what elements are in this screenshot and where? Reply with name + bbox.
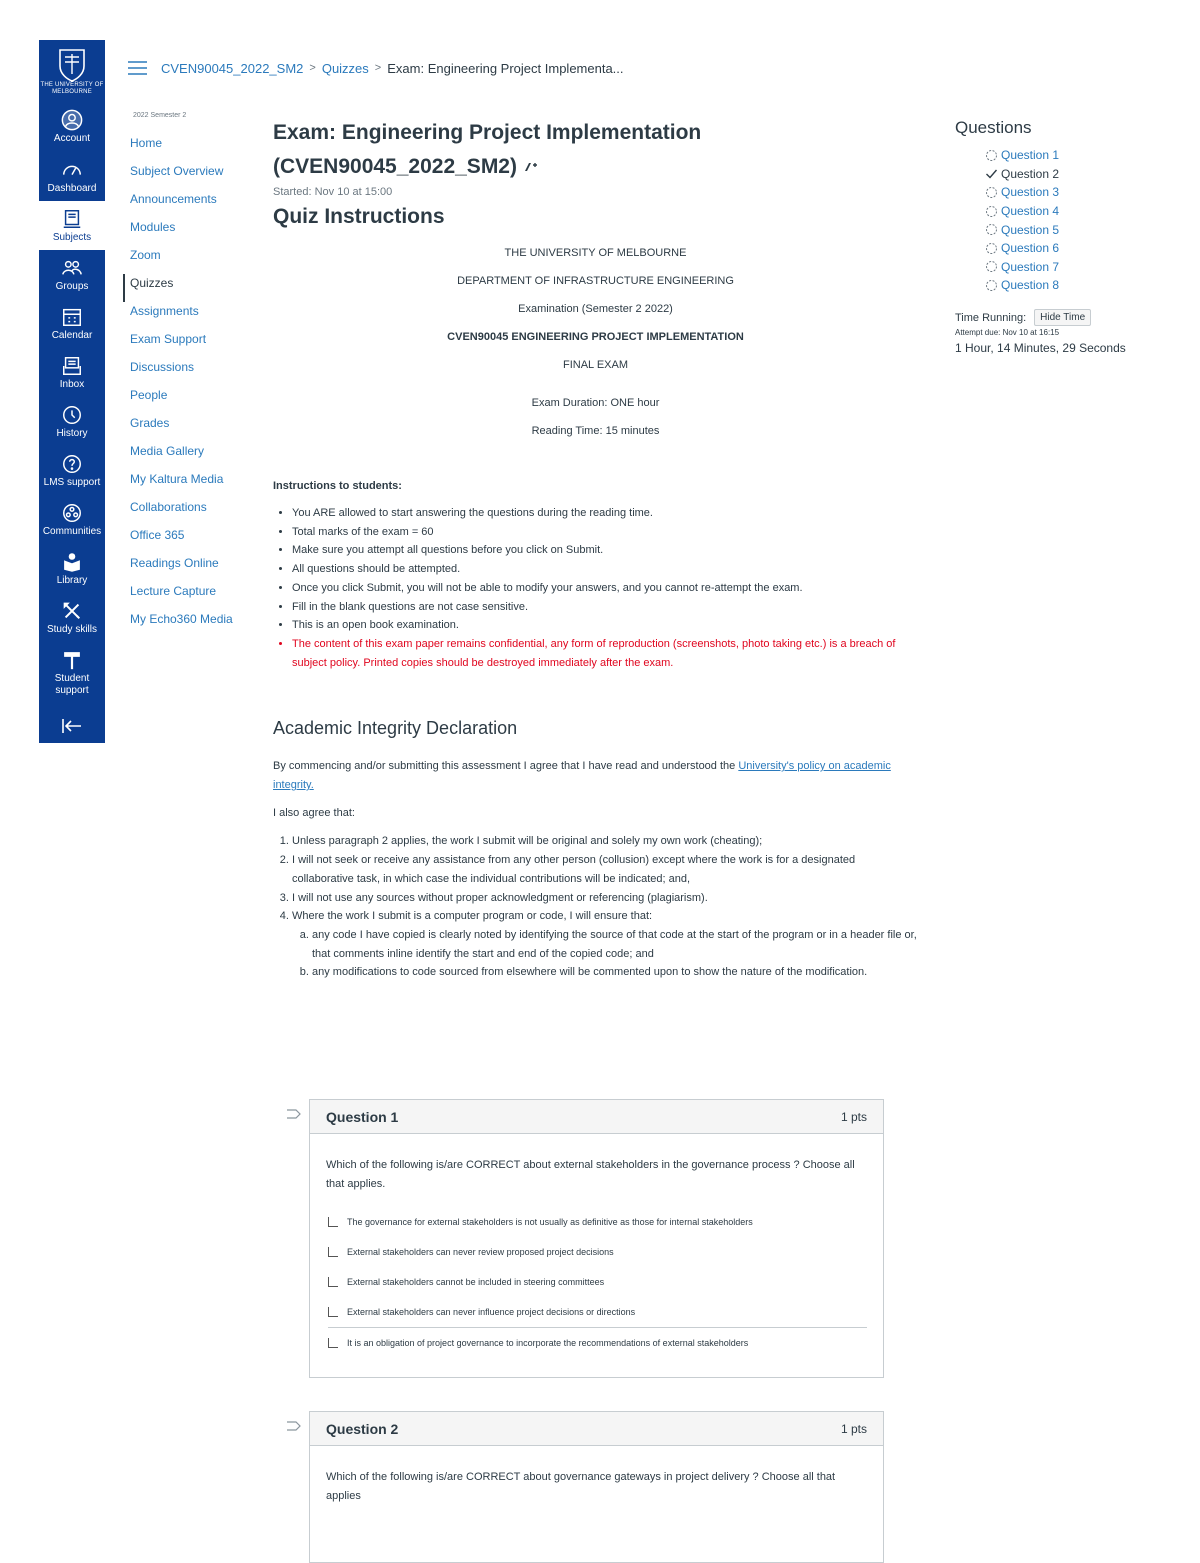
declaration-text: I will not seek or receive any assistance from any other person (collusion) except where the work is for a designated collaborative task, in which case the individual contributions will be indicated; and, bbox=[292, 854, 856, 885]
crest-icon bbox=[57, 48, 87, 82]
checkbox[interactable] bbox=[328, 1247, 338, 1257]
quiz-instructions-heading: Quiz Instructions bbox=[273, 205, 445, 228]
answer-option-label: It is an obligation of project governance to incorporate the recommendations of external stakeholders bbox=[347, 1338, 749, 1349]
subnav-item-announcements[interactable]: Announcements bbox=[130, 192, 217, 206]
inbox-icon bbox=[61, 355, 83, 377]
unanswered-icon bbox=[985, 149, 998, 162]
exam-header-line: Exam Duration: ONE hour bbox=[531, 397, 660, 409]
student-support-icon bbox=[61, 649, 83, 671]
questions-panel-title: Questions bbox=[955, 118, 1032, 137]
instructions-label: Instructions to students: bbox=[273, 480, 402, 492]
answer-option[interactable] bbox=[328, 1267, 867, 1297]
question-link[interactable] bbox=[985, 146, 1175, 165]
sub-declarations bbox=[292, 926, 918, 982]
checkbox[interactable] bbox=[328, 1307, 338, 1317]
unanswered-icon bbox=[985, 223, 998, 236]
question-link-label: Question 1 bbox=[1001, 148, 1060, 163]
question-link-label: Question 2 bbox=[1001, 166, 1060, 181]
subnav-item-assignments[interactable]: Assignments bbox=[130, 304, 199, 318]
unanswered-icon bbox=[985, 260, 998, 273]
answer-option-label: External stakeholders can never influence project decisions or directions bbox=[347, 1307, 636, 1318]
checkbox[interactable] bbox=[328, 1277, 338, 1287]
logo-text: THE UNIVERSITY OF MELBOURNE bbox=[40, 82, 104, 95]
question-header bbox=[310, 1412, 883, 1446]
declarations-list bbox=[273, 832, 918, 982]
exam-header-line: DEPARTMENT OF INFRASTRUCTURE ENGINEERING bbox=[457, 275, 734, 287]
library-icon bbox=[61, 551, 83, 573]
subnav-item-people[interactable]: People bbox=[130, 388, 168, 402]
subnav-item-modules[interactable]: Modules bbox=[130, 220, 176, 234]
timer bbox=[955, 309, 1126, 355]
term-label: 2022 Semester 2 bbox=[133, 112, 187, 119]
sub-declaration-item: a. any code I have copied is clearly noted by identifying the source of that code at the start of the program or in a header file or, that comments inline identify the start and end of the copied code; and bbox=[312, 926, 918, 963]
agree-also: I also agree that: bbox=[273, 806, 355, 819]
answer-option[interactable] bbox=[328, 1207, 867, 1237]
subnav-item-my-kaltura-media[interactable]: My Kaltura Media bbox=[130, 472, 224, 486]
flag-question-icon[interactable] bbox=[286, 1420, 302, 1432]
question-link[interactable] bbox=[985, 276, 1175, 295]
question-link[interactable] bbox=[985, 202, 1175, 221]
breadcrumb-quizzes[interactable]: Quizzes bbox=[321, 60, 369, 76]
account-icon bbox=[61, 109, 83, 131]
question-text: Which of the following is/are CORRECT about external stakeholders in the governance process ? Choose all that applies. bbox=[326, 1159, 855, 1190]
answer-option[interactable] bbox=[328, 1237, 867, 1267]
integrity-policy-link[interactable]: University's policy on academic integrity. bbox=[273, 760, 891, 792]
question-link[interactable] bbox=[985, 239, 1175, 258]
subnav-item-quizzes[interactable]: Quizzes bbox=[123, 274, 243, 302]
exam-header-line: Reading Time: 15 minutes bbox=[531, 425, 660, 437]
nav-account[interactable]: Account bbox=[39, 102, 105, 152]
subnav-item-readings-online[interactable]: Readings Online bbox=[130, 556, 219, 570]
question-link-label: Question 4 bbox=[1001, 204, 1060, 219]
declaration-item bbox=[292, 851, 918, 888]
nav-dashboard[interactable]: Dashboard bbox=[39, 152, 105, 201]
question-points: 1 pts bbox=[840, 1109, 867, 1124]
history-icon bbox=[61, 404, 83, 426]
collapse-nav-button[interactable] bbox=[39, 704, 105, 748]
nav-subjects[interactable]: Subjects bbox=[39, 201, 105, 250]
question-card bbox=[309, 1099, 884, 1378]
nav-student-support[interactable]: Student support bbox=[39, 642, 105, 704]
instruction-item: • Total marks of the exam = 60 bbox=[292, 523, 918, 542]
collapse-icon bbox=[61, 718, 83, 734]
exam-header-line: THE UNIVERSITY OF MELBOURNE bbox=[504, 247, 687, 259]
checkbox[interactable] bbox=[328, 1217, 338, 1227]
subnav-item-lecture-capture[interactable]: Lecture Capture bbox=[130, 584, 217, 598]
answer-option-label: External stakeholders can never review proposed project decisions bbox=[347, 1247, 614, 1258]
question-link-label: Question 7 bbox=[1001, 259, 1060, 274]
breadcrumb-subject[interactable]: CVEN90045_2022_SM2 bbox=[161, 60, 304, 76]
global-nav bbox=[39, 40, 105, 743]
declaration-item bbox=[292, 889, 918, 908]
integrity-intro: By commencing and/or submitting this assessment I agree that I have read and understood the University's policy on academic integrity. bbox=[273, 760, 891, 792]
exam-header-line: CVEN90045 ENGINEERING PROJECT IMPLEMENTATION bbox=[447, 331, 744, 343]
quiz-content bbox=[273, 116, 918, 982]
nav-lms-support[interactable]: LMS support bbox=[39, 446, 105, 495]
time-running-label: Time Running: bbox=[955, 311, 1027, 324]
instruction-item: • This is an open book examination. bbox=[292, 616, 918, 635]
subject-nav bbox=[123, 112, 243, 638]
exam-header bbox=[273, 246, 918, 458]
communities-icon bbox=[61, 502, 83, 524]
question-link[interactable] bbox=[985, 165, 1175, 184]
instruction-item: • All questions should be attempted. bbox=[292, 560, 918, 579]
groups-icon bbox=[61, 257, 83, 279]
nav-groups[interactable]: Groups bbox=[39, 250, 105, 299]
nav-library[interactable]: Library bbox=[39, 544, 105, 593]
answer-option-label: External stakeholders cannot be included in steering committees bbox=[347, 1277, 605, 1288]
nav-calendar[interactable]: Calendar bbox=[39, 299, 105, 348]
question-text: Which of the following is/are CORRECT about governance gateways in project delivery ? Choose all that applies bbox=[326, 1471, 836, 1502]
checkmark-icon bbox=[985, 167, 998, 180]
question-points: 1 pts bbox=[840, 1421, 867, 1436]
subjects-icon bbox=[61, 208, 83, 230]
nav-history[interactable]: History bbox=[39, 397, 105, 446]
subnav-item-grades[interactable]: Grades bbox=[130, 416, 170, 430]
calendar-icon bbox=[61, 306, 83, 328]
nav-study-skills[interactable]: Study skills bbox=[39, 593, 105, 642]
breadcrumb-current: Exam: Engineering Project Implementa... bbox=[387, 60, 624, 76]
nav-communities[interactable]: Communities bbox=[39, 495, 105, 544]
subnav-item-office-365[interactable]: Office 365 bbox=[130, 528, 185, 542]
integrity-heading: Academic Integrity Declaration bbox=[273, 718, 518, 739]
subnav-item-discussions[interactable]: Discussions bbox=[130, 360, 195, 374]
question-title: Question 2 bbox=[326, 1420, 399, 1437]
started-time: Started: Nov 10 at 15:00 bbox=[273, 186, 393, 198]
subnav-item-home[interactable]: Home bbox=[130, 136, 163, 150]
unanswered-icon bbox=[985, 279, 998, 292]
question-link[interactable] bbox=[985, 183, 1175, 202]
instructions-list bbox=[273, 504, 918, 672]
page-title: Exam: Engineering Project Implementation (CVEN90045_2022_SM2) bbox=[273, 121, 702, 178]
help-icon bbox=[61, 453, 83, 475]
nav-inbox[interactable]: Inbox bbox=[39, 348, 105, 397]
hide-time-button[interactable]: Hide Time bbox=[1034, 309, 1091, 326]
subnav-item-media-gallery[interactable]: Media Gallery bbox=[130, 444, 205, 458]
declaration-item bbox=[292, 832, 918, 851]
subnav-item-collaborations[interactable]: Collaborations bbox=[130, 500, 207, 514]
chevron-right-icon: > bbox=[309, 62, 316, 74]
flag-question-icon[interactable] bbox=[286, 1108, 302, 1120]
unanswered-icon bbox=[985, 205, 998, 218]
time-remaining: 1 Hour, 14 Minutes, 29 Seconds bbox=[955, 341, 1126, 355]
instruction-item: • Fill in the blank questions are not case sensitive. bbox=[292, 598, 918, 617]
sub-declaration-item: b. any modifications to code sourced from elsewhere will be commented upon to show the nature of the modification. bbox=[312, 963, 918, 982]
question-title: Question 1 bbox=[326, 1108, 399, 1125]
instruction-item: • You ARE allowed to start answering the questions during the reading time. bbox=[292, 504, 918, 523]
breadcrumb bbox=[128, 58, 624, 78]
subnav-item-my-echo360-media[interactable]: My Echo360 Media bbox=[130, 612, 233, 626]
question-list-panel bbox=[955, 118, 1175, 296]
confidentiality-warning: • The content of this exam paper remains confidential, any form of reproduction (screenshots, photo taking etc.) is a breach of subject policy. Printed copies should be destroyed immediately after the exam. bbox=[292, 635, 918, 672]
declaration-text: Unless paragraph 2 applies, the work I submit will be original and solely my own work (cheating); bbox=[292, 835, 763, 848]
checkbox[interactable] bbox=[328, 1338, 338, 1348]
unanswered-icon bbox=[985, 242, 998, 255]
chevron-right-icon: > bbox=[374, 62, 382, 74]
question-header bbox=[310, 1100, 883, 1134]
question-card bbox=[309, 1411, 884, 1563]
question-link-label: Question 6 bbox=[1001, 241, 1060, 256]
exam-header-line: FINAL EXAM bbox=[563, 359, 628, 371]
answer-option-label: The governance for external stakeholders is not usually as definitive as those for internal stakeholders bbox=[347, 1217, 753, 1228]
question-link[interactable] bbox=[985, 220, 1175, 239]
declaration-item bbox=[292, 907, 918, 982]
instruction-item: • Make sure you attempt all questions before you click on Submit. bbox=[292, 541, 918, 560]
question-link-label: Question 5 bbox=[1001, 222, 1060, 237]
attempt-due: Attempt due: Nov 10 at 16:15 bbox=[955, 328, 1060, 337]
edit-icon[interactable] bbox=[523, 161, 539, 173]
answer-option[interactable] bbox=[328, 1327, 867, 1358]
question-link-label: Question 8 bbox=[1001, 278, 1060, 293]
dashboard-icon bbox=[61, 159, 83, 181]
subnav-item-subject-overview[interactable]: Subject Overview bbox=[130, 164, 224, 178]
subnav-item-zoom[interactable]: Zoom bbox=[130, 248, 161, 262]
university-logo[interactable] bbox=[39, 40, 105, 102]
exam-header-line: Examination (Semester 2 2022) bbox=[518, 303, 673, 315]
unanswered-icon bbox=[985, 186, 998, 199]
question-link-label: Question 3 bbox=[1001, 185, 1060, 200]
declaration-text: Where the work I submit is a computer program or code, I will ensure that: bbox=[292, 910, 653, 923]
instruction-item: • Once you click Submit, you will not be able to modify your answers, and you cannot re-attempt the exam. bbox=[292, 579, 918, 598]
answer-option[interactable] bbox=[328, 1297, 867, 1327]
subnav-item-exam-support[interactable]: Exam Support bbox=[130, 332, 207, 346]
study-skills-icon bbox=[61, 600, 83, 622]
question-link[interactable] bbox=[985, 258, 1175, 277]
hamburger-icon[interactable] bbox=[128, 61, 147, 75]
declaration-text: I will not use any sources without proper acknowledgment or referencing (plagiarism). bbox=[292, 891, 708, 904]
